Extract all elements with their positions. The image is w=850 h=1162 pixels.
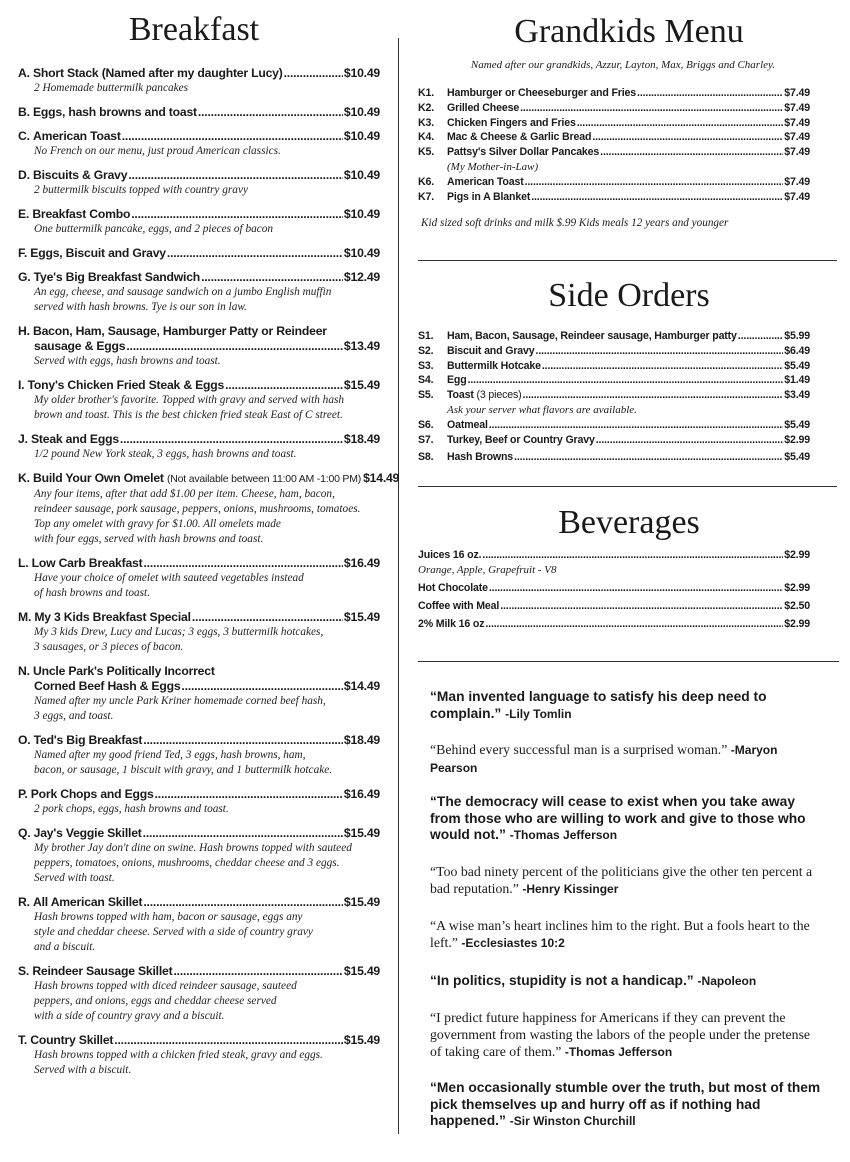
breakfast-item-code: J.	[18, 432, 28, 446]
grandkids-item-code: K7.	[418, 190, 435, 203]
grandkids-item-price: $7.49	[784, 175, 810, 188]
breakfast-item-code: P.	[18, 787, 28, 801]
quote-text: “Men occasionally stumble over the truth, but most of them pick themselves up and hurry off as if nothing had happened.”	[430, 1080, 821, 1128]
breakfast-item-line	[18, 105, 380, 120]
leader-dots	[173, 964, 342, 979]
quote-text: “I predict future happiness for Americans if they can prevent the government from wasting the labors of the people under the pretense of taking care of them.”	[430, 1010, 811, 1059]
quote	[430, 863, 822, 898]
breakfast-item-description: One buttermilk pancake, eggs, and 2 pieces of bacon	[34, 223, 274, 235]
breakfast-item-price: $13.49	[343, 339, 380, 353]
leader-dots	[131, 207, 343, 222]
breakfast-item-name: Pork Chops and Eggs	[30, 787, 154, 801]
breakfast-item-description: Served with toast.	[34, 872, 115, 884]
breakfast-item-price: $10.49	[343, 168, 380, 182]
beverage-item-name: Coffee with Meal	[418, 599, 500, 612]
breakfast-item-code: E.	[18, 207, 30, 221]
quote-author: -Sir Winston Churchill	[509, 1114, 636, 1128]
beverage-item-note: Orange, Apple, Grapefruit - V8	[418, 564, 557, 576]
breakfast-item-line	[18, 964, 380, 979]
beverage-item-price: $2.99	[784, 617, 810, 630]
breakfast-item-price: $14.49	[343, 679, 380, 693]
quote-text: “Behind every successful man is a surprised woman.”	[430, 742, 728, 757]
grandkids-item-price: $7.49	[784, 116, 810, 129]
breakfast-item	[18, 664, 380, 724]
beverages-section	[418, 503, 810, 632]
beverage-item-name: Hot Chocolate	[418, 581, 488, 594]
side-item	[418, 388, 810, 403]
beverages-title: Beverages	[558, 504, 700, 541]
breakfast-item	[18, 733, 380, 778]
breakfast-section	[18, 10, 400, 1078]
breakfast-item-code: A.	[18, 66, 30, 80]
leader-dots	[500, 599, 783, 614]
leader-dots	[120, 432, 343, 447]
breakfast-item-code: C.	[18, 129, 30, 143]
leader-dots	[482, 548, 783, 563]
breakfast-item-line	[18, 339, 380, 354]
leader-dots	[167, 246, 343, 261]
breakfast-item-price: $18.49	[343, 432, 380, 446]
divider-sides-beverages	[418, 486, 837, 487]
side-item-note: (3 pieces)	[476, 389, 522, 402]
side-item	[418, 344, 810, 359]
leader-dots	[577, 116, 784, 131]
beverage-item	[418, 617, 810, 632]
breakfast-item-price: $15.49	[343, 378, 380, 392]
breakfast-item-price: $16.49	[343, 787, 380, 801]
breakfast-item-description: served with hash browns. Tye is our son in law.	[34, 301, 247, 313]
grandkids-item-price: $7.49	[784, 131, 810, 144]
breakfast-item-line	[18, 246, 380, 261]
breakfast-item-description: 2 pork chops, eggs, hash browns and toast.	[34, 803, 229, 815]
quotes-section	[430, 689, 822, 1130]
breakfast-item-name-first: Bacon, Ham, Sausage, Hamburger Patty or Reindeer	[32, 324, 327, 338]
breakfast-item-name: All American Skillet	[32, 895, 143, 909]
breakfast-item-description: 1/2 pound New York steak, 3 eggs, hash browns and toast.	[34, 448, 297, 460]
breakfast-item-note: (Not available between 11:00 AM -1:00 PM)	[166, 473, 362, 485]
breakfast-item-code: G.	[18, 270, 31, 284]
grandkids-item-name: Hamburger or Cheeseburger and Fries	[447, 87, 637, 99]
grandkids-item-price: $7.49	[784, 190, 810, 203]
breakfast-item-description: 3 eggs, and toast.	[34, 710, 114, 722]
breakfast-item-line	[18, 733, 380, 748]
quote-author: -Thomas Jefferson	[564, 1045, 673, 1059]
breakfast-item-price: $12.49	[343, 270, 380, 284]
breakfast-item-price: $10.49	[343, 246, 380, 260]
breakfast-item	[18, 895, 380, 955]
breakfast-item-code: Q.	[18, 826, 31, 840]
leader-dots	[514, 450, 783, 465]
grandkids-item-name: American Toast	[447, 175, 524, 188]
breakfast-item	[18, 378, 380, 423]
side-item-name: Toast	[447, 389, 474, 402]
breakfast-item	[18, 168, 380, 198]
breakfast-item-line	[18, 66, 380, 81]
breakfast-item-description: My 3 kids Drew, Lucy and Lucas; 3 eggs, 3 buttermilk hotcakes,	[34, 626, 324, 638]
breakfast-item-name: Breakfast Combo	[32, 207, 131, 221]
grandkids-item-price: $7.49	[784, 101, 810, 114]
quote	[430, 794, 822, 844]
grandkids-item	[418, 130, 810, 145]
leader-dots	[192, 610, 343, 625]
leader-dots	[284, 66, 343, 81]
grandkids-subtitle: Named after our grandkids, Azzur, Layton, Max, Briggs and Charley.	[470, 59, 776, 71]
grandkids-item-name: Pattsy's Silver Dollar Pancakes	[447, 146, 600, 159]
breakfast-item	[18, 207, 380, 237]
leader-dots	[143, 826, 343, 841]
breakfast-item-description: Hash browns topped with diced reindeer sausage, sauteed	[34, 980, 297, 992]
breakfast-item	[18, 432, 380, 462]
grandkids-item-code: K1.	[418, 87, 435, 99]
breakfast-item-code: H.	[18, 324, 30, 338]
quote-author: -Maryon Pearson	[430, 743, 778, 775]
breakfast-item-line	[18, 1033, 380, 1048]
breakfast-item-code: S.	[18, 964, 30, 978]
breakfast-item-name: Corned Beef Hash & Eggs	[34, 679, 181, 693]
breakfast-item-name: Tony's Chicken Fried Steak & Eggs	[27, 378, 225, 392]
grandkids-item-code: K6.	[418, 175, 435, 188]
breakfast-item-price: $15.49	[343, 1033, 380, 1047]
breakfast-item-description: 3 sausages, or 3 pieces of bacon.	[34, 641, 184, 653]
leader-dots	[523, 388, 784, 403]
quote-author: -Lily Tomlin	[505, 706, 572, 721]
breakfast-list	[18, 66, 400, 1078]
breakfast-item-price: $14.49	[363, 471, 400, 485]
grandkids-item-name: Pigs in A Blanket	[447, 190, 531, 203]
grandkids-item-code: K4.	[418, 131, 435, 144]
breakfast-item-description: Top any omelet with gravy for $1.00. All omelets made	[34, 518, 281, 530]
side-item	[418, 433, 810, 448]
beverage-item	[418, 599, 810, 614]
breakfast-item-name: sausage & Eggs	[34, 339, 126, 353]
breakfast-item-description: 2 buttermilk biscuits topped with country gravy	[34, 184, 248, 196]
breakfast-item	[18, 964, 380, 1024]
leader-dots	[143, 733, 343, 748]
quote	[430, 689, 822, 722]
breakfast-item-name: Short Stack (Named after my daughter Lucy)	[32, 66, 283, 80]
side-item-price: $1.49	[784, 374, 810, 387]
side-item-code: S4.	[418, 374, 434, 387]
breakfast-item-price: $10.49	[343, 207, 380, 221]
leader-dots	[126, 339, 343, 354]
divider-beverages-quotes	[418, 661, 839, 662]
breakfast-item-price: $10.49	[343, 105, 380, 119]
breakfast-item-name: My 3 Kids Breakfast Special	[34, 610, 191, 624]
breakfast-item-name-first: Uncle Park's Politically Incorrect	[32, 664, 215, 678]
breakfast-item-name: Biscuits & Gravy	[32, 168, 128, 182]
side-item-price: $5.49	[784, 418, 810, 431]
leader-dots	[489, 581, 783, 596]
breakfast-item-line	[18, 679, 380, 694]
leader-dots	[542, 359, 783, 374]
side-item-code: S6.	[418, 418, 434, 431]
grandkids-item-name: Mac & Cheese & Garlic Bread	[447, 131, 592, 144]
breakfast-item-description: Have your choice of omelet with sauteed vegetables instead	[34, 572, 304, 584]
breakfast-item-line	[18, 378, 380, 393]
breakfast-item-description: An egg, cheese, and sausage sandwich on a jumbo English muffin	[34, 286, 332, 298]
leader-dots	[485, 617, 783, 632]
grandkids-item-code: K2.	[418, 101, 435, 114]
side-item-code: S3.	[418, 359, 434, 372]
breakfast-item	[18, 610, 380, 655]
breakfast-item	[18, 246, 380, 261]
breakfast-item-price: $15.49	[343, 895, 380, 909]
beverage-item-name: 2% Milk 16 oz	[418, 617, 485, 630]
breakfast-item	[18, 105, 380, 120]
leader-dots	[489, 418, 783, 433]
side-item-code: S1.	[418, 330, 434, 342]
sides-title: Side Orders	[548, 277, 710, 314]
breakfast-item-line	[18, 432, 380, 447]
leader-dots	[592, 130, 783, 145]
quote-text: “Man invented language to satisfy his deep need to complain.”	[430, 689, 767, 721]
breakfast-item-line	[18, 787, 380, 802]
side-item-name: Ham, Bacon, Sausage, Reindeer sausage, Hamburger patty	[447, 330, 737, 342]
breakfast-item-code: F.	[18, 246, 28, 260]
breakfast-item	[18, 324, 380, 369]
breakfast-item-description: No French on our menu, just proud American classics.	[34, 145, 281, 157]
breakfast-item-line	[18, 129, 380, 144]
quote-text: “A wise man’s heart inclines him to the right. But a fools heart to the left.”	[430, 917, 810, 950]
breakfast-item-description: My older brother's favorite. Topped with gravy and served with hash	[34, 394, 345, 406]
breakfast-item-code: B.	[18, 105, 30, 119]
breakfast-item	[18, 826, 380, 886]
breakfast-item-code: K.	[18, 471, 30, 485]
breakfast-item-code: L.	[18, 556, 29, 570]
breakfast-item	[18, 129, 380, 159]
breakfast-item-description: brown and toast. This is the best chicken fried steak East of C street.	[34, 409, 343, 421]
leader-dots	[143, 895, 343, 910]
leader-dots	[520, 101, 783, 116]
breakfast-item-price: $15.49	[343, 964, 380, 978]
breakfast-item-description: style and cheddar cheese. Served with a side of country gravy	[34, 926, 313, 938]
side-item-price: $3.49	[784, 389, 810, 402]
quote-text: “In politics, stupidity is not a handicap.”	[430, 972, 694, 988]
leader-dots	[201, 270, 343, 285]
quote	[430, 917, 822, 952]
breakfast-item-line	[18, 270, 380, 285]
breakfast-item-code: T.	[18, 1033, 28, 1047]
breakfast-item-description: Served with eggs, hash browns and toast.	[34, 355, 221, 367]
breakfast-item-price: $15.49	[343, 610, 380, 624]
breakfast-item-name: Reindeer Sausage Skillet	[32, 964, 173, 978]
breakfast-title: Breakfast	[128, 11, 260, 48]
breakfast-item-description: Named after my good friend Ted, 3 eggs, hash browns, ham,	[34, 749, 306, 761]
grandkids-item-note: (My Mother-in-Law)	[447, 160, 539, 173]
breakfast-item-description: reindeer sausage, pork sausage, peppers, onions, mushrooms, tomatoes.	[34, 503, 361, 515]
leader-dots	[468, 373, 784, 388]
breakfast-item-line	[18, 895, 380, 910]
leader-dots	[536, 344, 784, 359]
side-item	[418, 329, 810, 344]
leader-dots	[155, 787, 343, 802]
breakfast-item-price: $16.49	[343, 556, 380, 570]
breakfast-item-description: of hash browns and toast.	[34, 587, 151, 599]
leader-dots	[114, 1033, 343, 1048]
breakfast-item-code: R.	[18, 895, 30, 909]
column-divider	[398, 38, 399, 1134]
grandkids-item	[418, 145, 810, 160]
breakfast-item-name: Tye's Big Breakfast Sandwich	[33, 270, 201, 284]
breakfast-item-code: M.	[18, 610, 32, 624]
beverages-list	[418, 548, 810, 632]
breakfast-item-code: D.	[18, 168, 30, 182]
breakfast-item-description: Any four items, after that add $1.00 per item. Cheese, ham, bacon,	[34, 488, 335, 500]
grandkids-footer: Kid sized soft drinks and milk $.99 Kids meals 12 years and younger	[421, 217, 729, 230]
quote	[430, 973, 822, 990]
leader-dots	[181, 679, 343, 694]
sides-list	[418, 329, 810, 465]
breakfast-item-description: with a side of country gravy and a biscuit.	[34, 1010, 225, 1022]
sides-section	[418, 276, 810, 465]
grandkids-list	[418, 86, 810, 204]
beverage-item	[418, 581, 810, 596]
breakfast-item-price: $10.49	[343, 66, 380, 80]
breakfast-item-name: Steak and Eggs	[30, 432, 119, 446]
breakfast-item-description: Named after my uncle Park Kriner homemade corned beef hash,	[34, 695, 326, 707]
leader-dots	[600, 145, 783, 160]
breakfast-item-description: bacon, or sausage, 1 biscuit with gravy, and 1 buttermilk hotcake.	[34, 764, 333, 776]
grandkids-item-name: Grilled Cheese	[447, 101, 520, 114]
breakfast-item-name-line1	[18, 664, 380, 679]
grandkids-item-code: K3.	[418, 116, 435, 129]
side-item	[418, 450, 810, 465]
beverage-item-price: $2.50	[784, 599, 810, 612]
grandkids-item	[418, 175, 810, 190]
breakfast-item-line	[18, 471, 400, 487]
side-item-price: $5.99	[784, 330, 810, 342]
breakfast-item-line	[18, 826, 380, 841]
breakfast-item-line	[18, 610, 380, 625]
leader-dots	[738, 329, 783, 344]
breakfast-item-line	[18, 207, 380, 222]
breakfast-item-name: Eggs, hash browns and toast	[32, 105, 197, 119]
breakfast-item-name: Build Your Own Omelet	[32, 471, 164, 485]
breakfast-item-price: $18.49	[343, 733, 380, 747]
side-item-price: $6.49	[784, 344, 810, 357]
breakfast-item-name: Country Skillet	[30, 1033, 114, 1047]
grandkids-item-code: K5.	[418, 146, 435, 159]
breakfast-item-name: Low Carb Breakfast	[31, 556, 143, 570]
beverage-item-price: $2.99	[784, 581, 810, 594]
grandkids-item-name: Chicken Fingers and Fries	[447, 116, 576, 129]
side-item-code: S7.	[418, 433, 434, 446]
breakfast-item-line	[18, 168, 380, 183]
side-item	[418, 418, 810, 433]
beverage-item-price: $2.99	[784, 549, 810, 561]
breakfast-item-description: Hash browns topped with ham, bacon or sausage, eggs any	[34, 911, 303, 923]
quote	[430, 1009, 822, 1061]
leader-dots	[525, 175, 784, 190]
divider-kids-sides	[418, 260, 837, 261]
beverage-item	[418, 548, 810, 563]
breakfast-item-name: Ted's Big Breakfast	[33, 733, 143, 747]
quote-author: -Ecclesiastes 10:2	[461, 935, 565, 950]
grandkids-item	[418, 116, 810, 131]
grandkids-title: Grandkids Menu	[514, 13, 744, 50]
breakfast-item-price: $15.49	[343, 826, 380, 840]
grandkids-item	[418, 101, 810, 116]
leader-dots	[531, 190, 783, 205]
leader-dots	[637, 86, 783, 101]
breakfast-item-code: I.	[18, 378, 25, 392]
breakfast-item-code: O.	[18, 733, 31, 747]
side-item-code: S2.	[418, 344, 434, 357]
side-item-price: $5.49	[784, 451, 810, 464]
side-item	[418, 359, 810, 374]
quote	[430, 1080, 822, 1130]
breakfast-item	[18, 1033, 380, 1078]
side-item-price: $2.99	[784, 433, 810, 446]
breakfast-item-description: Served with a biscuit.	[34, 1064, 132, 1076]
quote-author: -Henry Kissinger	[522, 881, 619, 896]
side-item-price: $5.49	[784, 359, 810, 372]
grandkids-item-price: $7.49	[784, 146, 810, 159]
breakfast-item-description: Hash browns topped with a chicken fried steak, gravy and eggs.	[34, 1049, 323, 1061]
breakfast-item	[18, 66, 380, 96]
leader-dots	[198, 105, 343, 120]
quote	[430, 741, 822, 777]
breakfast-item-description: peppers, tomatoes, onions, mushrooms, cheddar cheese and 3 eggs.	[34, 857, 340, 869]
breakfast-item-description: My brother Jay don't dine on swine. Hash browns topped with sauteed	[34, 842, 352, 854]
grandkids-item-price: $7.49	[784, 87, 810, 99]
breakfast-item	[18, 556, 380, 601]
leader-dots	[225, 378, 343, 393]
breakfast-item-name-line1	[18, 324, 380, 339]
breakfast-item-code: N.	[18, 664, 30, 678]
side-item-name: Egg	[447, 374, 467, 387]
leader-dots	[122, 129, 343, 144]
leader-dots	[144, 556, 343, 571]
grandkids-item	[418, 190, 810, 205]
breakfast-item-description: and a biscuit.	[34, 941, 96, 953]
quote-text: “Too bad ninety percent of the politicians give the other ten percent a bad reputation.”	[430, 863, 813, 896]
breakfast-item-line	[18, 556, 380, 571]
leader-dots	[596, 433, 784, 448]
beverage-item-name: Juices 16 oz.	[418, 549, 482, 561]
leader-dots	[128, 168, 343, 183]
breakfast-item-name: American Toast	[32, 129, 121, 143]
quote-author: -Napoleon	[697, 973, 757, 988]
side-item-name: Hash Browns	[447, 451, 514, 464]
quote-author: -Thomas Jefferson	[509, 828, 618, 842]
breakfast-item-description: peppers, and onions, eggs and cheddar cheese served	[34, 995, 277, 1007]
side-item-name: Buttermilk Hotcake	[447, 359, 541, 372]
side-item-code: S5.	[418, 389, 434, 402]
grandkids-item	[418, 86, 810, 101]
side-item	[418, 373, 810, 388]
breakfast-item-price: $10.49	[343, 129, 380, 143]
breakfast-item-description: with four eggs, served with hash browns and toast.	[34, 533, 264, 545]
side-item-name: Oatmeal	[447, 418, 488, 431]
breakfast-item	[18, 270, 380, 315]
side-item-name: Biscuit and Gravy	[447, 344, 535, 357]
grandkids-section	[418, 12, 810, 229]
side-item-note: Ask your server what flavors are available.	[447, 403, 637, 416]
breakfast-item-name: Eggs, Biscuit and Gravy	[30, 246, 166, 260]
side-item-code: S8.	[418, 451, 434, 464]
breakfast-item-name: Jay's Veggie Skillet	[33, 826, 142, 840]
breakfast-item	[18, 471, 400, 547]
breakfast-item	[18, 787, 380, 817]
quote-text: “The democracy will cease to exist when you take away from those who are willing to work and give to those who would not.”	[430, 794, 806, 842]
side-item-name: Turkey, Beef or Country Gravy	[447, 433, 595, 446]
breakfast-item-description: 2 Homemade buttermilk pancakes	[34, 82, 189, 94]
